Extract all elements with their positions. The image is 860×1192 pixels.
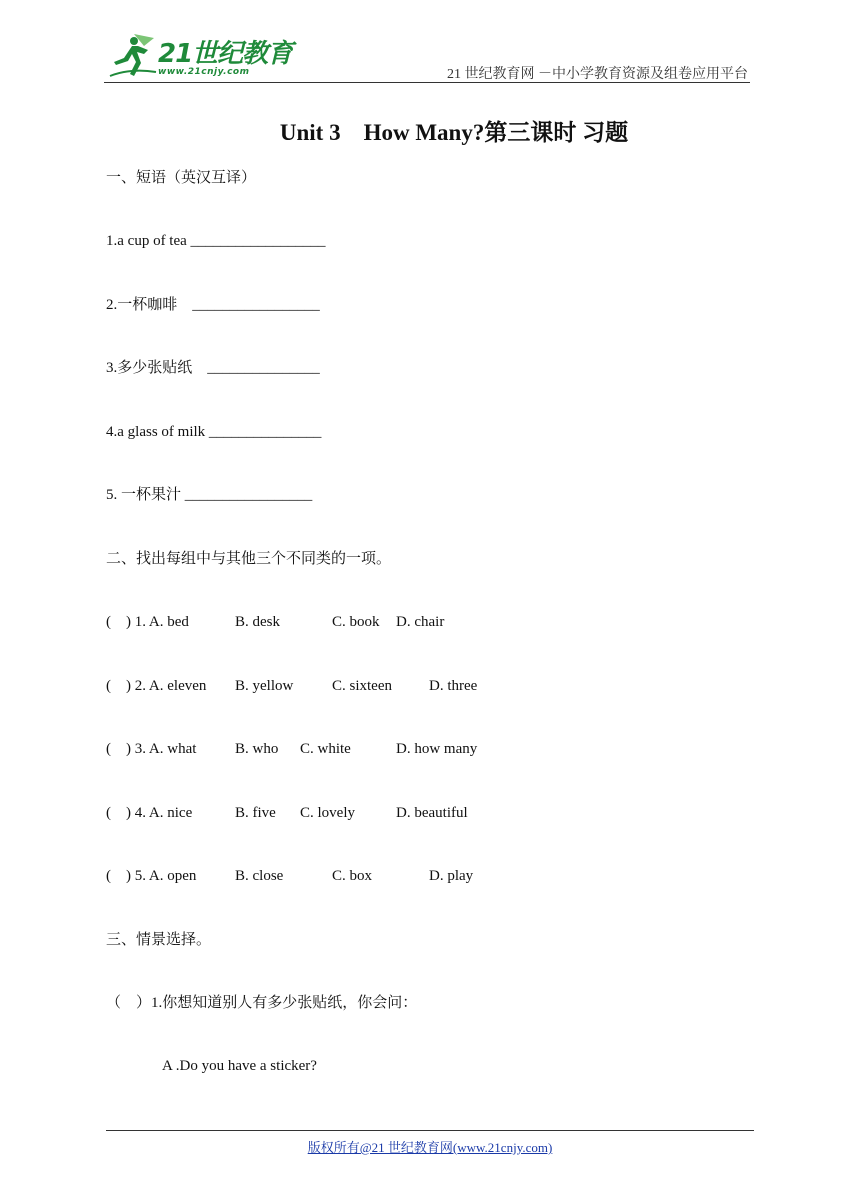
phrase-item-5: 5. 一杯果汁 _________________ (106, 487, 313, 503)
footer-divider (106, 1130, 754, 1131)
option-b: B. who (235, 741, 279, 757)
footer-copyright-link[interactable]: 版权所有@21 世纪教育网(www.21cnjy.com) (307, 1140, 553, 1155)
site-tagline: 21 世纪教育网 －中小学教育资源及组卷应用平台 (447, 67, 748, 82)
option-d: D. three (429, 678, 478, 694)
page-title: Unit 3 How Many?第三课时 习题 (279, 120, 629, 145)
option-c: C. book (332, 614, 380, 630)
option-c: C. sixteen (332, 678, 392, 694)
option-c: C. white (300, 741, 351, 757)
question-stem: ( ) 2. A. eleven (106, 678, 207, 694)
question-stem: ( ) 5. A. open (106, 868, 197, 884)
phrase-item-2: 2.一杯咖啡 _________________ (106, 297, 320, 313)
runner-logo-icon (104, 32, 160, 80)
option-b: B. yellow (235, 678, 294, 694)
option-b: B. desk (235, 614, 280, 630)
site-logo (104, 32, 294, 80)
option-d: D. play (429, 868, 474, 884)
page-header (104, 30, 750, 83)
option-d: D. chair (396, 614, 445, 630)
question-stem: ( ) 1. A. bed (106, 614, 189, 630)
phrase-item-4: 4.a glass of milk _______________ (106, 424, 322, 440)
section3-heading: 三、情景选择。 (106, 932, 212, 948)
section2-heading: 二、找出每组中与其他三个不同类的一项。 (106, 551, 392, 567)
logo-name: 21世纪教育 (158, 39, 293, 69)
option-d: D. how many (396, 741, 478, 757)
phrase-item-1: 1.a cup of tea __________________ (106, 233, 326, 249)
phrase-item-3: 3.多少张贴纸 _______________ (106, 360, 320, 376)
section1-heading: 一、短语（英汉互译） (106, 170, 257, 186)
question-stem: ( ) 4. A. nice (106, 805, 193, 821)
option-c: C. box (332, 868, 373, 884)
option-d: D. beautiful (396, 805, 468, 821)
logo-url: www.21cnjy.com (158, 67, 250, 77)
situation-option-a: A .Do you have a sticker? (162, 1058, 317, 1074)
question-stem: ( ) 3. A. what (106, 741, 197, 757)
option-b: B. close (235, 868, 284, 884)
option-c: C. lovely (300, 805, 355, 821)
situation-question-1: （ ）1.你想知道别人有多少张贴纸，你会问： (106, 995, 418, 1011)
option-b: B. five (235, 805, 276, 821)
